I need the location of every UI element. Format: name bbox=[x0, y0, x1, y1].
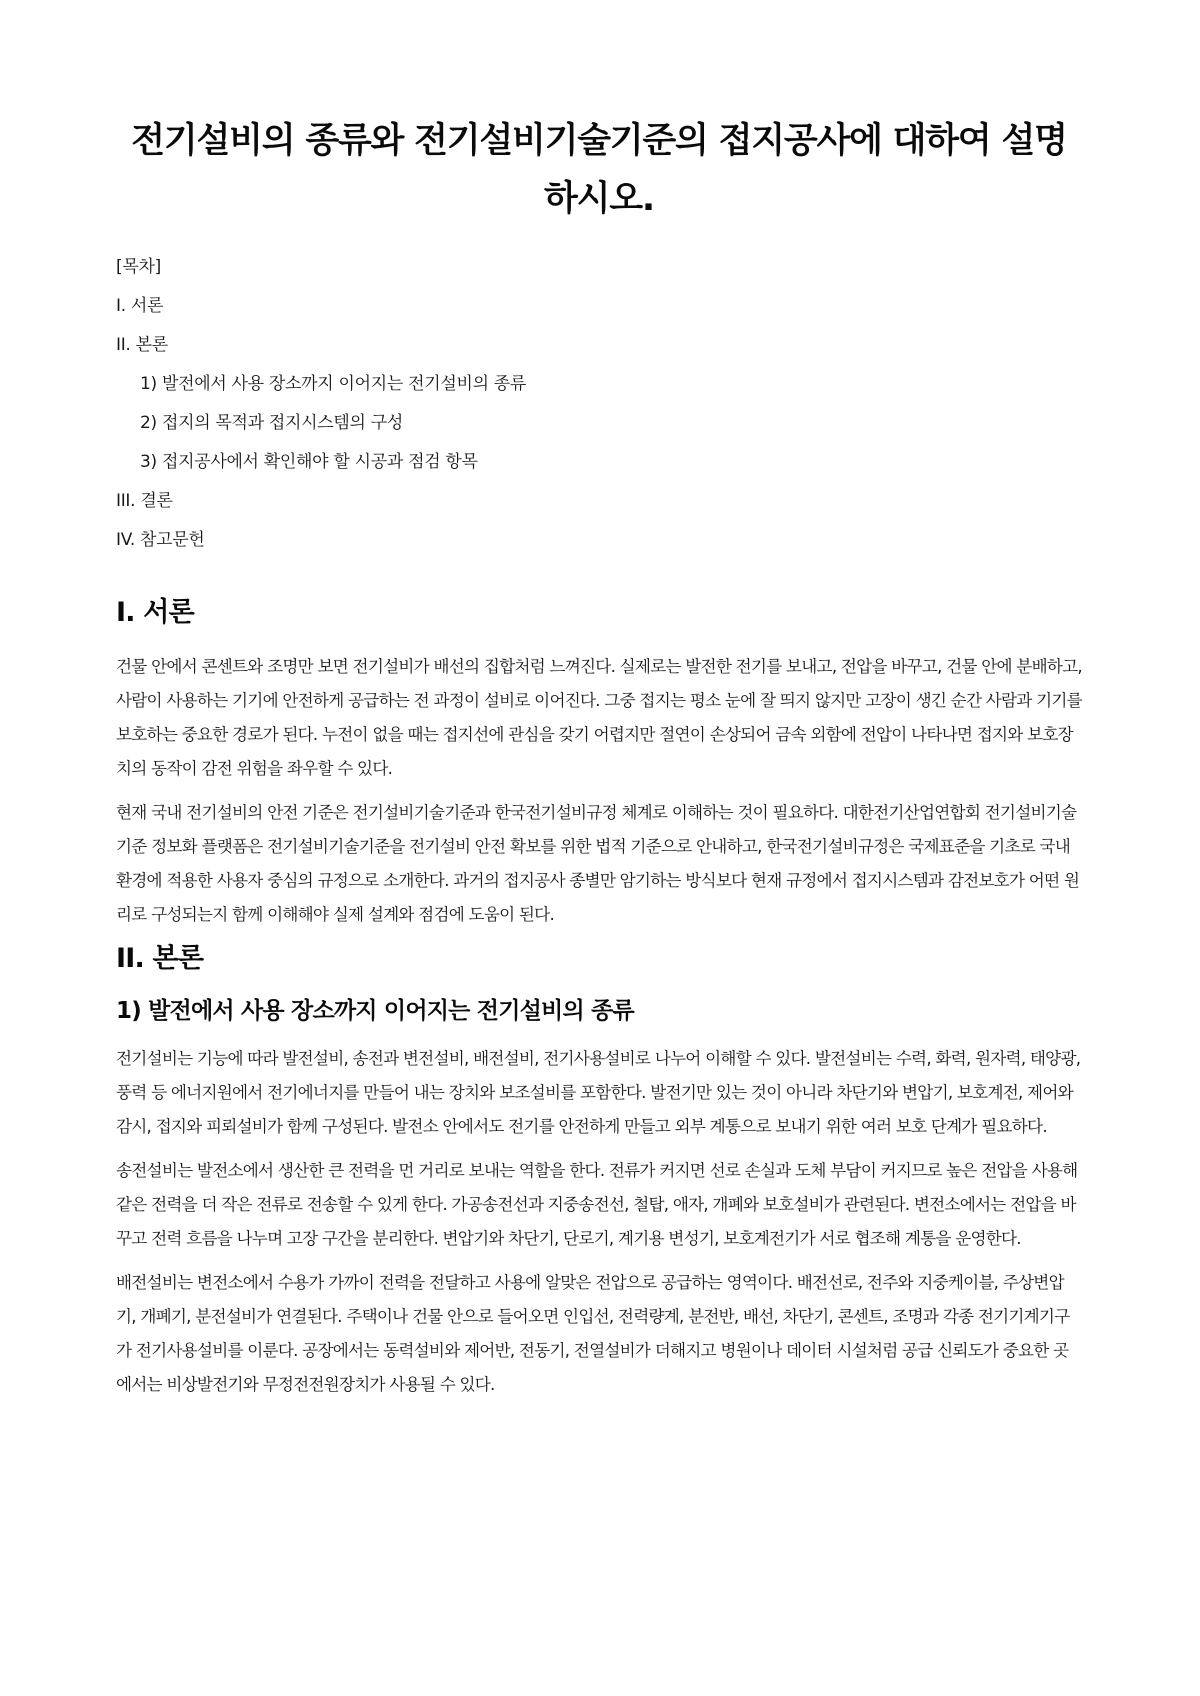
document-title: 전기설비의 종류와 전기설비기술기준의 접지공사에 대하여 설명하시오. bbox=[131, 121, 1067, 219]
toc-item-conclusion: III. 결론 bbox=[116, 491, 173, 511]
section-heading-main-body: II. 본론 bbox=[116, 943, 204, 974]
body-paragraph: 송전설비는 발전소에서 생산한 큰 전력을 먼 거리로 보내는 역할을 한다. 전류가 커지면 선로 손실과 도체 부담이 커지므로 높은 전압을 사용해 같은 전력을 더 작은 전류로 전송할 수 있게 한다. 가공송전선과 지중송전선, 철탑, 애자, 개폐와 보호설비가 관련된다. 변전소에서는 전압을 바꾸고 전력 흐름을 나누며 고장 구간을 분리한다. 변압기와 차단기, 단로기, 계기용 변성기, 보호계전기가 서로 협조해 계통을 운영한다. bbox=[116, 1161, 1078, 1248]
toc-heading: [목차] bbox=[116, 257, 161, 277]
toc-item-grounding-inspection: 3) 접지공사에서 확인해야 할 시공과 점검 항목 bbox=[140, 452, 478, 472]
table-of-contents bbox=[116, 256, 1082, 568]
toc-item-main-body: II. 본론 bbox=[116, 335, 168, 355]
section-heading-introduction: I. 서론 bbox=[116, 597, 194, 628]
introduction-paragraph: 현재 국내 전기설비의 안전 기준은 전기설비기술기준과 한국전기설비규정 체계로 이해하는 것이 필요하다. 대한전기산업연합회 전기설비기술기준 정보화 플랫폼은 전기설비기술기준을 전기설비 안전 확보를 위한 법적 기준으로 안내하고, 한국전기설비규정은 국제표준을 기초로 국내 환경에 적용한 사용자 중심의 규정으로 소개한다. 과거의 접지공사 종별만 암기하는 방식보다 현재 규정에서 접지시스템과 감전보호가 어떤 원리로 구성되는지 함께 이해해야 실제 설계와 점검에 도움이 된다. bbox=[116, 803, 1080, 924]
body-paragraph: 배전설비는 변전소에서 수용가 가까이 전력을 전달하고 사용에 알맞은 전압으로 공급하는 영역이다. 배전선로, 전주와 지중케이블, 주상변압기, 개폐기, 분전설비가 연결된다. 주택이나 건물 안으로 들어오면 인입선, 전력량계, 분전반, 배선, 차단기, 콘센트, 조명과 각종 전기기계기구가 전기사용설비를 이룬다. 공장에서는 동력설비와 제어반, 전동기, 전열설비가 더해지고 병원이나 데이터 시설처럼 공급 신뢰도가 중요한 곳에서는 비상발전기와 무정전전원장치가 사용될 수 있다. bbox=[116, 1273, 1070, 1394]
introduction-paragraph: 건물 안에서 콘센트와 조명만 보면 전기설비가 배선의 집합처럼 느껴진다. 실제로는 발전한 전기를 보내고, 전압을 바꾸고, 건물 안에 분배하고, 사람이 사용하는 기기에 안전하게 공급하는 전 과정이 설비로 이어진다. 그중 접지는 평소 눈에 잘 띄지 않지만 고장이 생긴 순간 사람과 기기를 보호하는 중요한 경로가 된다. 누전이 없을 때는 접지선에 관심을 갖기 어렵지만 절연이 손상되어 금속 외함에 전압이 나타나면 접지와 보호장치의 동작이 감전 위험을 좌우할 수 있다. bbox=[116, 657, 1082, 778]
toc-item-references: IV. 참고문헌 bbox=[116, 530, 205, 550]
toc-item-introduction: I. 서론 bbox=[116, 296, 164, 316]
subsection-heading-equipment-types: 1) 발전에서 사용 장소까지 이어지는 전기설비의 종류 bbox=[116, 998, 634, 1024]
toc-item-grounding-purpose: 2) 접지의 목적과 접지시스템의 구성 bbox=[140, 413, 403, 433]
toc-item-electrical-equipment-types: 1) 발전에서 사용 장소까지 이어지는 전기설비의 종류 bbox=[140, 374, 527, 394]
body-paragraph: 전기설비는 기능에 따라 발전설비, 송전과 변전설비, 배전설비, 전기사용설비로 나누어 이해할 수 있다. 발전설비는 수력, 화력, 원자력, 태양광, 풍력 등 에너지원에서 전기에너지를 만들어 내는 장치와 보조설비를 포함한다. 발전기만 있는 것이 아니라 차단기와 변압기, 보호계전, 제어와 감시, 접지와 피뢰설비가 함께 구성된다. 발전소 안에서도 전기를 안전하게 만들고 외부 계통으로 보내기 위한 여러 보호 단계가 필요하다. bbox=[116, 1049, 1081, 1136]
